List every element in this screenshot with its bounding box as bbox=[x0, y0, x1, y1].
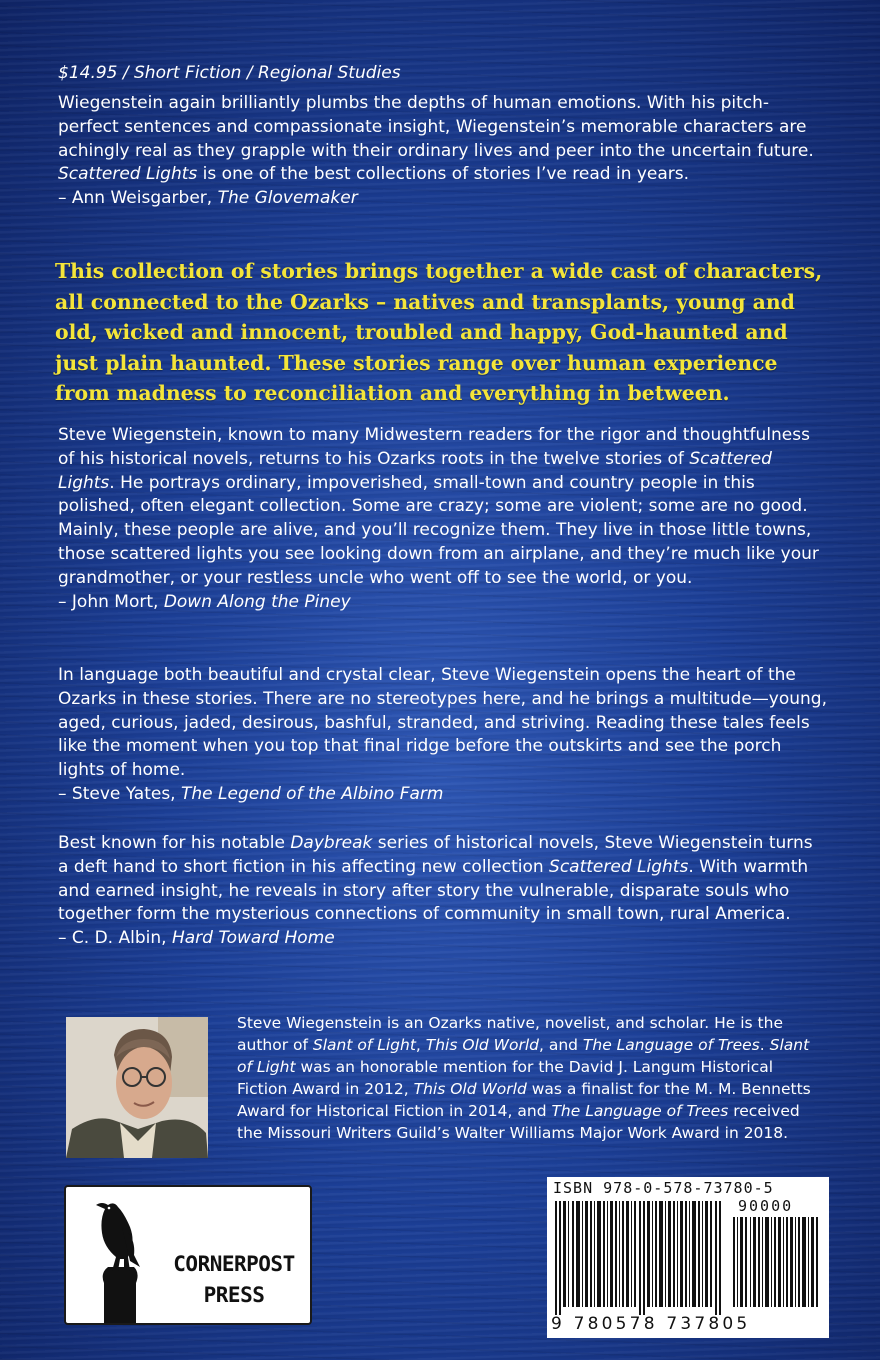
isbn-barcode bbox=[547, 1177, 829, 1338]
review-text: Steve Wiegenstein, known to many Midwestern readers for the rigor and thoughtfulness of his historical novels, returns to his Ozarks roots in the twelve stories of Scattered Lights. He portrays ordinary, impoverished, small-town and country people in this polished, often elegant collection. Some are crazy; some are violent; some are no good. Mainly, these people are alive, and you’ll recognize them. They live in those little towns, those scattered lights you see looking down from an airplane, and they’re much like your grandmother, or your restless uncle who went off to see the world, or you. bbox=[58, 425, 819, 588]
publisher-name: CORNERPOST PRESS bbox=[173, 1252, 295, 1307]
review-attribution: – John Mort, Down Along the Piney bbox=[58, 591, 351, 612]
review-weisgarber bbox=[58, 92, 828, 211]
review-text: Best known for his notable Daybreak series of historical novels, Steve Wiegenstein turns a deft hand to short fiction in his affecting new collection Scattered Lights. With warmth and earned insight, he reveals in story after story the vulnerable, disparate souls who together form the mysterious connections of community in small town, rural America. bbox=[58, 833, 813, 925]
author-portrait bbox=[66, 1017, 208, 1158]
review-yates bbox=[58, 664, 828, 807]
isbn-number: ISBN 978-0-578-73780-5 bbox=[553, 1179, 774, 1197]
review-mort bbox=[58, 424, 828, 614]
review-text: In language both beautiful and crystal clear, Steve Wiegenstein opens the heart of the Ozarks in these stories. There are no stereotypes here, and he brings a multitude—young, aged, curious, jaded, desirous, bashful, stranded, and striving. Reading these tales feels like the moment when you top that final ridge before the outskirts and see the porch lights of home. bbox=[58, 665, 827, 781]
review-attribution: – C. D. Albin, Hard Toward Home bbox=[58, 928, 335, 949]
ean-digits: 9 780578 737805 bbox=[551, 1314, 751, 1334]
review-attribution: – Ann Weisgarber, The Glovemaker bbox=[58, 188, 358, 209]
author-photo bbox=[66, 1017, 208, 1158]
review-attribution: – Steve Yates, The Legend of the Albino Farm bbox=[58, 783, 444, 804]
author-bio bbox=[237, 1012, 822, 1144]
price-category-line: $14.95 / Short Fiction / Regional Studies bbox=[58, 63, 401, 83]
book-blurb: This collection of stories brings together a wide cast of characters, all connected to the Ozarks – natives and transplants, young and old, wicked and innocent, troubled and happy, God-haunted and just plain haunted. These stories range over human experience from madness to reconciliation and everything in between. bbox=[55, 259, 823, 405]
review-text: Wiegenstein again brilliantly plumbs the depths of human emotions. With his pitch-perfect sentences and compassionate insight, Wiegenstein’s memorable characters are achingly real as they grapple with their ordinary lives and peer into the uncertain future. Scattered Lights is one of the best collections of stories I’ve read in years. bbox=[58, 93, 814, 185]
publisher-logo bbox=[64, 1185, 312, 1325]
bio-text: Steve Wiegenstein is an Ozarks native, novelist, and scholar. He is the author of Slant of Light, This Old World, and The Language of Trees. Slant of Light was an honorable mention for the David J. Langum Historical Fiction Award in 2012, This Old World was a finalist for the M. M. Bennetts Award for Historical Fiction in 2014, and The Language of Trees received the Missouri Writers Guild’s Walter Williams Major Work Award in 2018. bbox=[237, 1014, 811, 1142]
price-code: 90000 bbox=[738, 1197, 794, 1215]
review-albin bbox=[58, 832, 828, 951]
